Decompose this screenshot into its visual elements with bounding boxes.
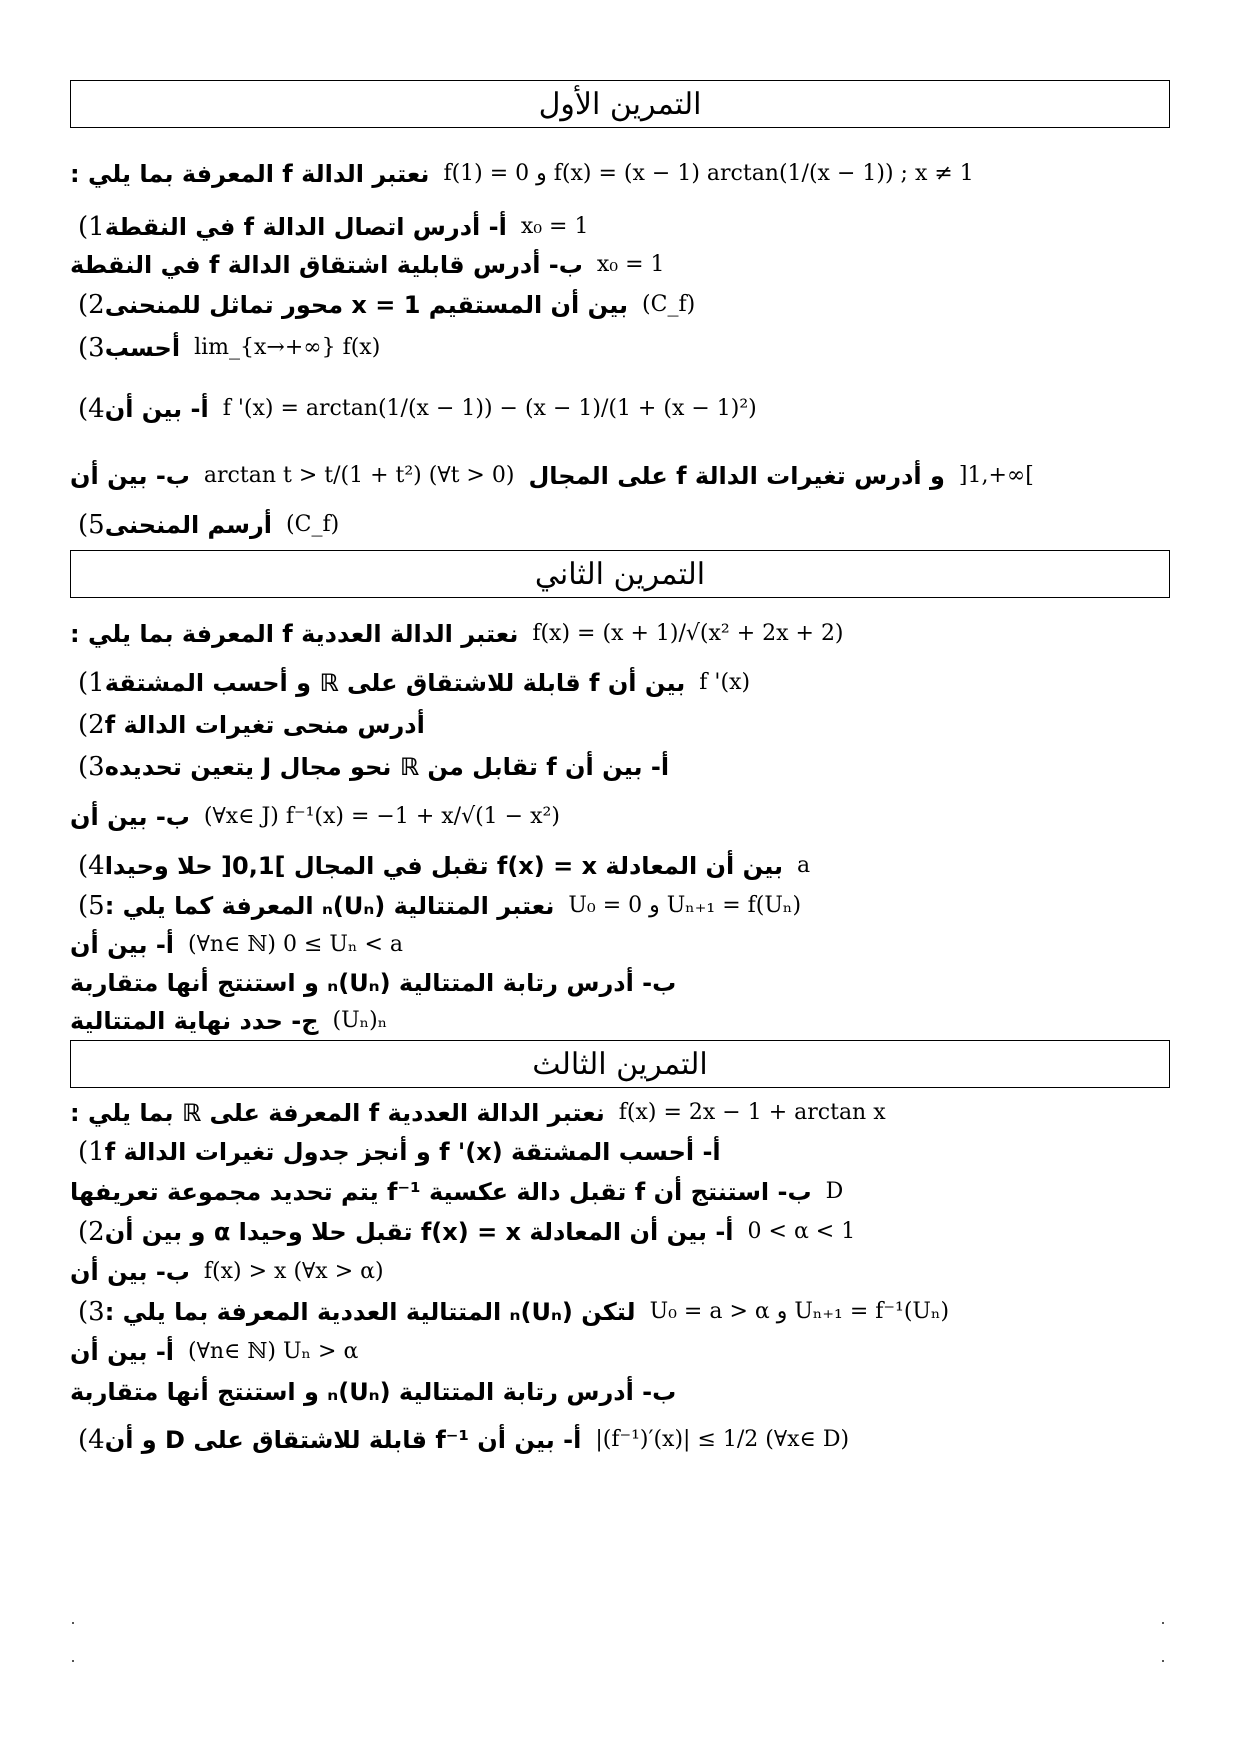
ex2-item-4 bbox=[70, 846, 1170, 886]
item-formula: (C_f) bbox=[642, 291, 696, 317]
intro-formula: f(1) = 0 و f(x) = (x − 1) arctan(1/(x − 1)) ; x ≠ 1 bbox=[443, 160, 974, 186]
item-number: 1) bbox=[78, 211, 105, 242]
item-formula: U₀ = 0 و Uₙ₊₁ = f(Uₙ) bbox=[568, 892, 802, 918]
item-text: ج- حدد نهاية المتتالية bbox=[70, 1006, 319, 1035]
ex2-item-5 bbox=[70, 886, 1170, 926]
item-text: ب- استنتج أن f تقبل دالة عكسية f⁻¹ يتم تحديد مجموعة تعريفها bbox=[70, 1177, 812, 1206]
item-text: أرسم المنحنى bbox=[104, 510, 273, 539]
item-formula: (C_f) bbox=[286, 511, 340, 537]
item-text: ب- بين أن bbox=[70, 1257, 190, 1286]
item-formula: D bbox=[825, 1178, 844, 1204]
ex2-item-5a bbox=[70, 926, 1170, 964]
item-text: بين أن f قابلة للاشتقاق على ℝ و أحسب المشتقة bbox=[104, 668, 686, 697]
item-formula: U₀ = a > α و Uₙ₊₁ = f⁻¹(Uₙ) bbox=[649, 1298, 950, 1324]
ex3-item-1a bbox=[70, 1132, 1170, 1172]
item-number: 2) bbox=[78, 709, 105, 740]
ex3-item-2b bbox=[70, 1252, 1170, 1292]
ex1-item-1a bbox=[70, 208, 1170, 246]
item-text: ب- أدرس رتابة المتتالية (Uₙ)ₙ و استنتج أنها متقاربة bbox=[70, 1377, 677, 1406]
item-formula: |(f⁻¹)′(x)| ≤ 1/2 (∀x∈ D) bbox=[595, 1426, 850, 1452]
item-number: 5) bbox=[78, 509, 105, 540]
item-number: 2) bbox=[78, 289, 105, 320]
item-number: 4) bbox=[78, 1424, 105, 1455]
item-formula: f(x) > x (∀x > α) bbox=[203, 1258, 384, 1284]
ex3-item-3a bbox=[70, 1332, 1170, 1372]
ex2-item-5c bbox=[70, 1002, 1170, 1040]
item-text: نعتبر المتتالية (Uₙ)ₙ المعرفة كما يلي : bbox=[104, 891, 555, 920]
intro-formula: f(x) = 2x − 1 + arctan x bbox=[618, 1099, 886, 1125]
scan-speck bbox=[1162, 1622, 1164, 1624]
intro-text: نعتبر الدالة العددية f المعرفة بما يلي : bbox=[70, 619, 519, 648]
scan-speck bbox=[72, 1660, 74, 1662]
ex1-item-1b bbox=[70, 246, 1170, 284]
exercise-1-title: التمرين الأول bbox=[70, 80, 1170, 128]
item-text: أحسب bbox=[104, 333, 181, 362]
item-number: 3) bbox=[78, 332, 105, 363]
item-number: 4) bbox=[78, 393, 105, 424]
item-text: أدرس منحى تغيرات الدالة f bbox=[104, 710, 425, 739]
item-formula: x₀ = 1 bbox=[596, 251, 665, 277]
exercise-1-intro bbox=[70, 140, 1170, 208]
item-text: أ- بين أن f⁻¹ قابلة للاشتقاق على D و أن bbox=[104, 1425, 582, 1454]
item-text-2: و أدرس تغيرات الدالة f على المجال bbox=[528, 461, 945, 490]
item-formula-2: ]1,+∞[ bbox=[958, 462, 1034, 488]
ex3-item-3 bbox=[70, 1292, 1170, 1332]
item-number: 3) bbox=[78, 751, 105, 782]
exercise-2-intro bbox=[70, 606, 1170, 662]
item-formula: a bbox=[797, 852, 811, 878]
item-formula: (∀n∈ ℕ) Uₙ > α bbox=[188, 1338, 359, 1364]
item-text: لتكن (Uₙ)ₙ المتتالية العددية المعرفة بما يلي : bbox=[104, 1297, 636, 1326]
ex2-item-3a bbox=[70, 746, 1170, 788]
item-text: بين أن المستقيم x = 1 محور تماثل للمنحنى bbox=[104, 290, 629, 319]
ex1-item-5 bbox=[70, 504, 1170, 546]
item-text: ب- أدرس قابلية اشتقاق الدالة f في النقطة bbox=[70, 250, 583, 279]
item-formula: (∀x∈ J) f⁻¹(x) = −1 + x/√(1 − x²) bbox=[203, 803, 560, 829]
item-formula: f '(x) = arctan(1/(x − 1)) − (x − 1)/(1 + (x − 1)²) bbox=[222, 395, 757, 421]
ex2-item-1 bbox=[70, 662, 1170, 704]
item-number: 1) bbox=[78, 1136, 105, 1167]
exercise-3-title: التمرين الثالث bbox=[70, 1040, 1170, 1088]
ex3-item-1b bbox=[70, 1172, 1170, 1212]
intro-text: نعتبر الدالة f المعرفة بما يلي : bbox=[70, 159, 430, 188]
ex2-item-5b bbox=[70, 964, 1170, 1002]
ex3-item-3b bbox=[70, 1372, 1170, 1412]
item-text: أ- أدرس اتصال الدالة f في النقطة bbox=[104, 212, 507, 241]
item-number: 1) bbox=[78, 667, 105, 698]
item-formula: x₀ = 1 bbox=[520, 213, 589, 239]
item-formula: 0 < α < 1 bbox=[747, 1218, 856, 1244]
scan-speck bbox=[1162, 1660, 1164, 1662]
ex1-item-4b bbox=[70, 448, 1170, 504]
scan-speck bbox=[72, 1622, 74, 1624]
item-number: 4) bbox=[78, 850, 105, 881]
intro-formula: f(x) = (x + 1)/√(x² + 2x + 2) bbox=[532, 620, 844, 646]
item-text: ب- أدرس رتابة المتتالية (Uₙ)ₙ و استنتج أنها متقاربة bbox=[70, 968, 677, 997]
ex1-item-2 bbox=[70, 284, 1170, 326]
ex2-item-2 bbox=[70, 704, 1170, 746]
item-text: أ- بين أن المعادلة f(x) = x تقبل حلا وحيدا α و بين أن bbox=[104, 1217, 734, 1246]
ex1-item-4a bbox=[70, 370, 1170, 448]
ex3-item-4a bbox=[70, 1412, 1170, 1468]
item-formula: (∀n∈ ℕ) 0 ≤ Uₙ < a bbox=[188, 931, 404, 957]
item-formula: (Uₙ)ₙ bbox=[332, 1007, 388, 1033]
ex2-item-3b bbox=[70, 788, 1170, 846]
item-text: أ- بين أن f تقابل من ℝ نحو مجال J يتعين تحديده bbox=[104, 752, 670, 781]
exercise-3-intro bbox=[70, 1094, 1170, 1132]
item-text: أ- أحسب المشتقة f '(x) و أنجز جدول تغيرات الدالة f bbox=[104, 1137, 721, 1166]
ex1-item-3 bbox=[70, 326, 1170, 370]
item-number: 2) bbox=[78, 1216, 105, 1247]
intro-text: نعتبر الدالة العددية f المعرفة على ℝ بما يلي : bbox=[70, 1098, 605, 1127]
document-page bbox=[70, 80, 1170, 1730]
item-formula: arctan t > t/(1 + t²) (∀t > 0) bbox=[203, 462, 515, 488]
item-number: 3) bbox=[78, 1296, 105, 1327]
item-text: ب- بين أن bbox=[70, 461, 190, 490]
item-text: أ- بين أن bbox=[104, 394, 209, 423]
exercise-2-title: التمرين الثاني bbox=[70, 550, 1170, 598]
ex3-item-2a bbox=[70, 1212, 1170, 1252]
item-formula: f '(x) bbox=[699, 669, 751, 695]
item-text: ب- بين أن bbox=[70, 802, 190, 831]
item-number: 5) bbox=[78, 890, 105, 921]
item-text: بين أن المعادلة f(x) = x تقبل في المجال ]0,1[ حلا وحيدا bbox=[104, 851, 784, 880]
item-formula: lim_{x→+∞} f(x) bbox=[194, 334, 381, 360]
item-text: أ- بين أن bbox=[70, 930, 175, 959]
item-text: أ- بين أن bbox=[70, 1337, 175, 1366]
